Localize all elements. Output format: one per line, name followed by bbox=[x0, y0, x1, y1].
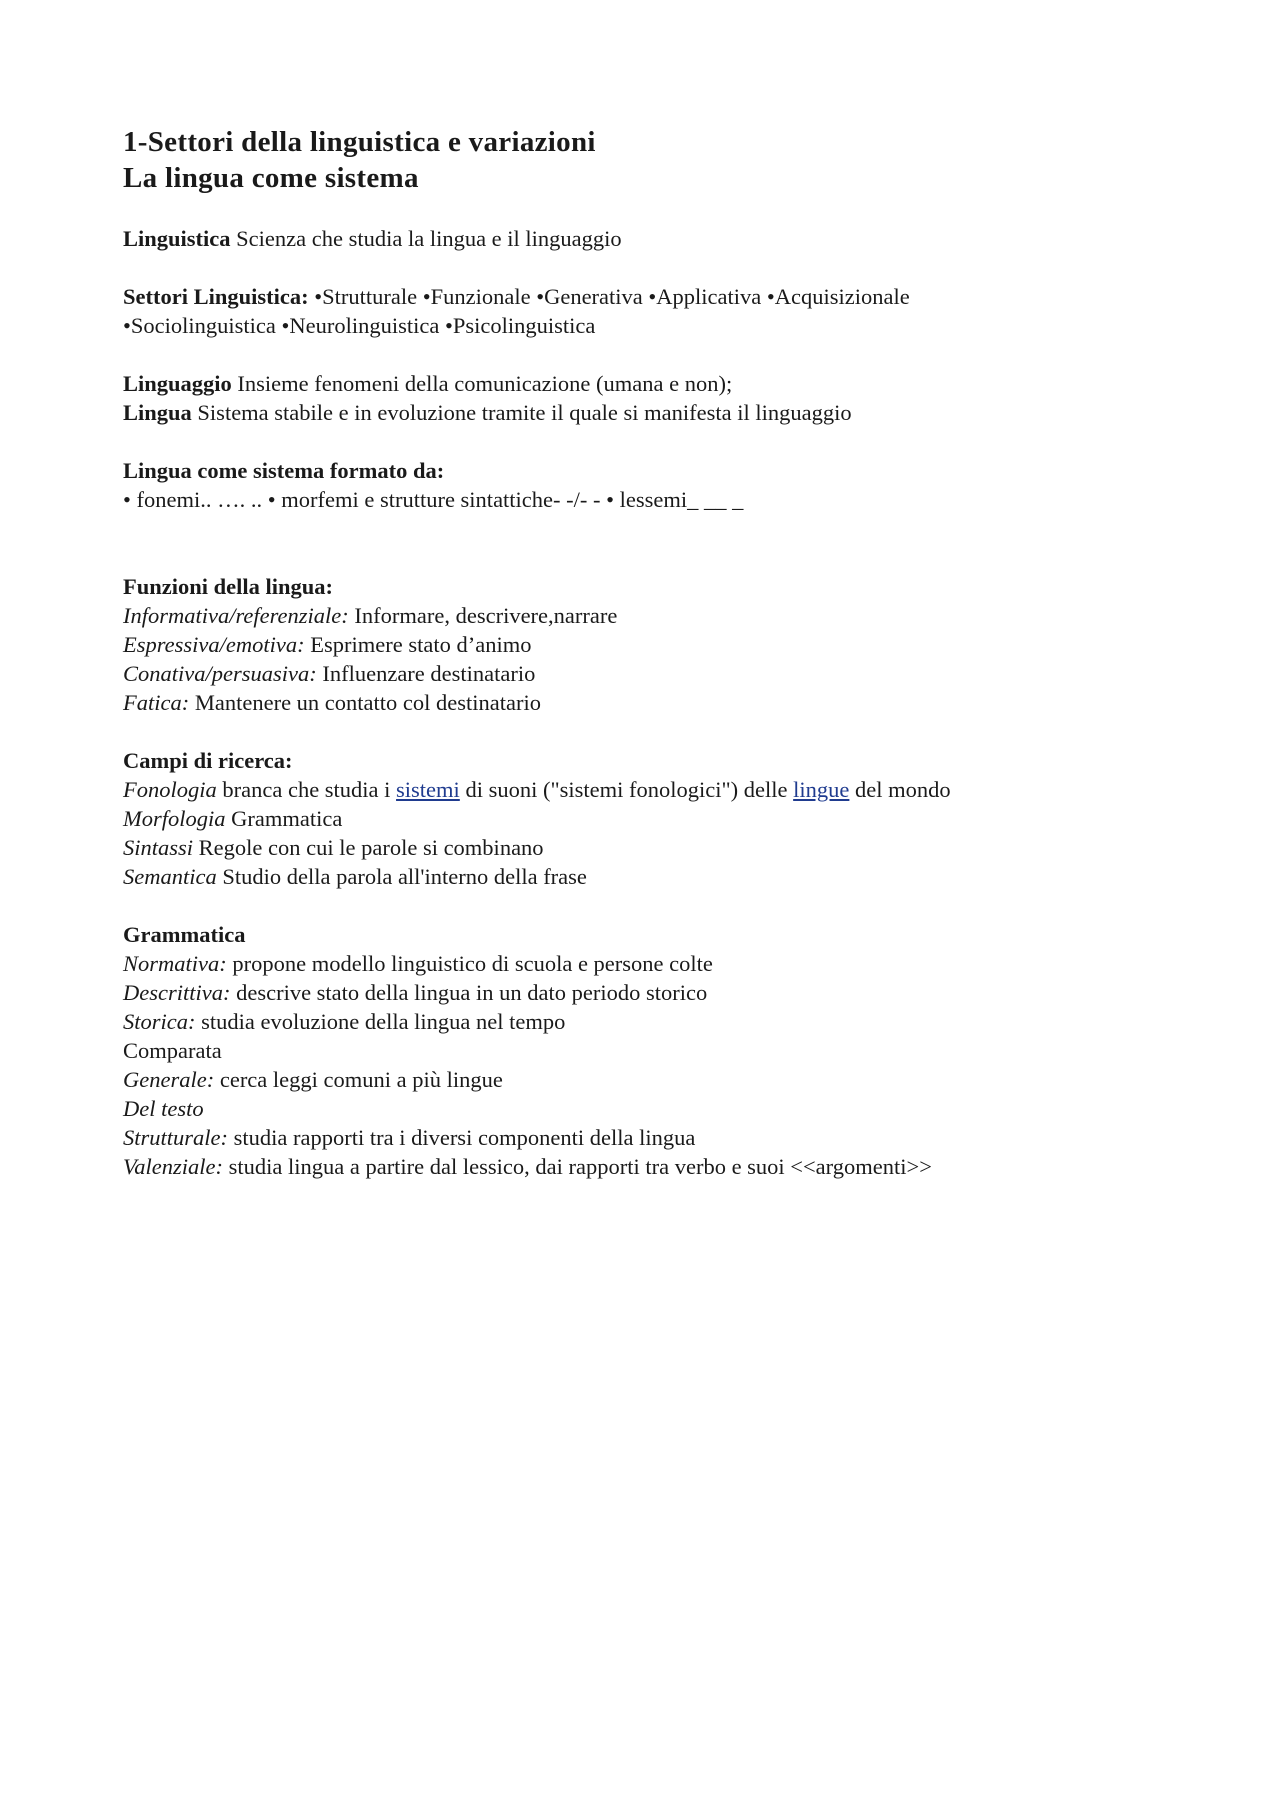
list-item bbox=[123, 1123, 1203, 1152]
grammatica-text: studia evoluzione della lingua nel tempo bbox=[195, 1009, 566, 1034]
campo-text: Grammatica bbox=[225, 806, 343, 831]
campo-text: Studio della parola all'interno della frase bbox=[216, 864, 587, 889]
grammatica-term: Strutturale: bbox=[123, 1125, 228, 1150]
list-item bbox=[123, 949, 1203, 978]
campo-term: Sintassi bbox=[123, 835, 194, 860]
grammatica-heading: Grammatica bbox=[123, 922, 246, 947]
funzione-text: Influenzare destinatario bbox=[316, 661, 536, 686]
list-item: Del testo bbox=[123, 1096, 204, 1121]
grammatica-term: Descrittiva: bbox=[123, 980, 231, 1005]
list-item: Comparata bbox=[123, 1038, 222, 1063]
funzione-term: Espressiva/emotiva: bbox=[123, 632, 305, 657]
grammatica-section bbox=[123, 920, 1203, 1181]
title-line-2: La lingua come sistema bbox=[123, 162, 419, 194]
list-item bbox=[123, 1007, 1203, 1036]
linguistica-term: Linguistica bbox=[123, 226, 231, 251]
list-item bbox=[123, 775, 1203, 804]
grammatica-text: cerca leggi comuni a più lingue bbox=[214, 1067, 503, 1092]
list-item bbox=[123, 804, 1203, 833]
list-item bbox=[123, 601, 1203, 630]
title-line-1: 1-Settori della linguistica e variazioni bbox=[123, 126, 596, 158]
grammatica-term: Valenziale: bbox=[123, 1154, 223, 1179]
campo-text: di suoni ("sistemi fonologici") delle bbox=[459, 777, 794, 802]
sistema-heading: Lingua come sistema formato da: bbox=[123, 458, 445, 483]
campo-text: branca che studia i bbox=[216, 777, 397, 802]
funzione-term: Fatica: bbox=[123, 690, 190, 715]
funzione-text: Esprimere stato d’animo bbox=[304, 632, 532, 657]
funzione-text: Mantenere un contatto col destinatario bbox=[189, 690, 541, 715]
campo-text: del mondo bbox=[849, 777, 951, 802]
settori-line-2: •Sociolinguistica •Neurolinguistica •Psicolinguistica bbox=[123, 313, 596, 338]
sistemi-link[interactable]: sistemi bbox=[396, 777, 460, 802]
list-item bbox=[123, 688, 1203, 717]
linguistica-definition: Scienza che studia la lingua e il linguaggio bbox=[230, 226, 622, 251]
settori-paragraph bbox=[123, 282, 1203, 340]
settori-line-1: •Strutturale •Funzionale •Generativa •Applicativa •Acquisizionale bbox=[308, 284, 910, 309]
grammatica-term: Generale: bbox=[123, 1067, 215, 1092]
funzione-text: Informare, descrivere,narrare bbox=[348, 603, 618, 628]
settori-term: Settori Linguistica: bbox=[123, 284, 309, 309]
campi-heading: Campi di ricerca: bbox=[123, 748, 293, 773]
grammatica-text: studia rapporti tra i diversi componenti della lingua bbox=[228, 1125, 696, 1150]
sistema-paragraph bbox=[123, 456, 1203, 514]
sistema-items: • fonemi.. …. .. • morfemi e strutture sintattiche- -/- - • lessemi_ __ _ bbox=[123, 487, 744, 512]
list-item bbox=[123, 1065, 1203, 1094]
list-item bbox=[123, 630, 1203, 659]
page-title bbox=[123, 124, 1203, 196]
linguistica-paragraph bbox=[123, 224, 1203, 253]
campi-section bbox=[123, 746, 1203, 891]
campo-term: Semantica bbox=[123, 864, 217, 889]
campo-text: Regole con cui le parole si combinano bbox=[193, 835, 544, 860]
list-item bbox=[123, 833, 1203, 862]
campo-term: Fonologia bbox=[123, 777, 217, 802]
list-item bbox=[123, 978, 1203, 1007]
grammatica-text: propone modello linguistico di scuola e persone colte bbox=[226, 951, 713, 976]
list-item bbox=[123, 1152, 1203, 1181]
grammatica-text: descrive stato della lingua in un dato periodo storico bbox=[230, 980, 708, 1005]
grammatica-term: Storica: bbox=[123, 1009, 196, 1034]
grammatica-text: studia lingua a partire dal lessico, dai rapporti tra verbo e suoi <<argomenti>> bbox=[222, 1154, 932, 1179]
lingua-term: Lingua bbox=[123, 400, 192, 425]
linguaggio-term: Linguaggio bbox=[123, 371, 232, 396]
funzione-term: Informativa/referenziale: bbox=[123, 603, 349, 628]
grammatica-term: Normativa: bbox=[123, 951, 227, 976]
funzioni-section bbox=[123, 572, 1203, 717]
document-page bbox=[123, 124, 1203, 1181]
linguaggio-definition: Insieme fenomeni della comunicazione (umana e non); bbox=[231, 371, 733, 396]
list-item bbox=[123, 862, 1203, 891]
campo-term: Morfologia bbox=[123, 806, 226, 831]
list-item bbox=[123, 659, 1203, 688]
funzioni-heading: Funzioni della lingua: bbox=[123, 574, 334, 599]
definitions-paragraph bbox=[123, 369, 1203, 427]
lingue-link[interactable]: lingue bbox=[793, 777, 850, 802]
lingua-definition: Sistema stabile e in evoluzione tramite il quale si manifesta il linguaggio bbox=[191, 400, 852, 425]
funzione-term: Conativa/persuasiva: bbox=[123, 661, 317, 686]
